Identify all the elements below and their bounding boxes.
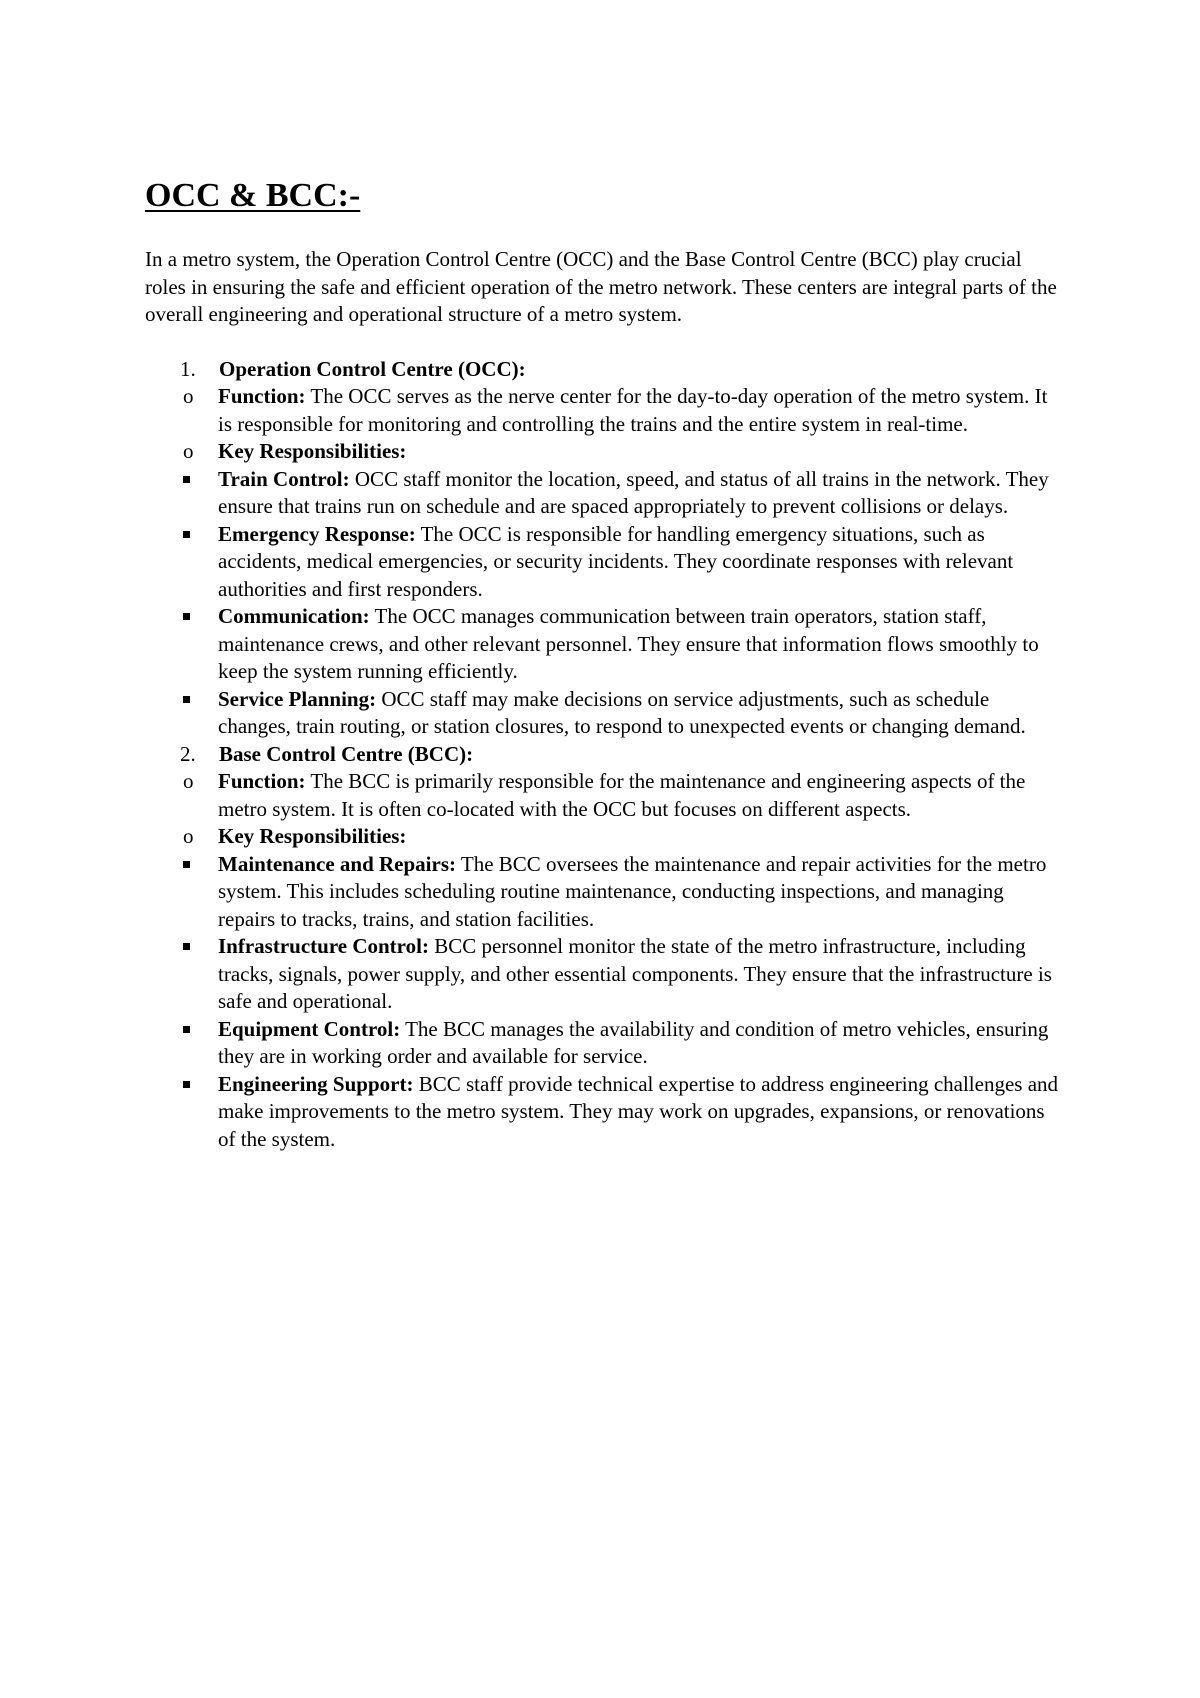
list-item	[218, 603, 1065, 686]
page-title: OCC & BCC:-	[145, 177, 361, 214]
item-label: Engineering Support:	[218, 1071, 414, 1096]
list-item	[218, 933, 1065, 1016]
circle-bullet: o	[183, 384, 194, 408]
item-label: Service Planning:	[218, 686, 377, 711]
square-bullet-icon	[183, 476, 190, 483]
responsibilities-label: Key Responsibilities:	[218, 439, 407, 463]
list-item	[218, 1016, 1065, 1071]
item-label: Emergency Response:	[218, 521, 416, 546]
intro-paragraph: In a metro system, the Operation Control Centre (OCC) and the Base Control Centre (BCC) play crucial roles in ensuring the safe and efficient operation of the metro network. These centers are integral parts of the overall engineering and operational structure of a metro system.	[145, 247, 1057, 326]
list-item	[218, 851, 1065, 934]
item-label: Communication:	[218, 604, 370, 628]
list-item	[218, 521, 1065, 604]
item-text: The OCC manages communication between train operators, station staff, maintenance crews, and other relevant personnel. They ensure that information flows smoothly to keep the system running efficiently.	[218, 604, 1039, 683]
section-title: Base Control Centre (BCC):	[219, 741, 474, 766]
item-text: The BCC oversees the maintenance and repair activities for the metro system. This includes scheduling routine maintenance, conducting inspections, and managing repairs to tracks, trains, and station facilities.	[218, 851, 1047, 931]
square-bullet-icon	[183, 1081, 190, 1088]
section-title: Operation Control Centre (OCC):	[219, 356, 526, 381]
function-text: The OCC serves as the nerve center for the day-to-day operation of the metro system. It is responsible for monitoring and controlling the trains and the entire system in real-time.	[218, 384, 1048, 436]
list-item	[218, 466, 1065, 521]
function-label: Function:	[218, 384, 306, 408]
function-label: Function:	[218, 769, 306, 793]
item-text: OCC staff monitor the location, speed, and status of all trains in the network. They ensure that trains run on schedule and are spaced appropriately to prevent collisions or delays.	[218, 466, 1049, 518]
function-item	[183, 383, 1065, 438]
item-text: BCC personnel monitor the state of the metro infrastructure, including tracks, signals, power supply, and other essential components. They ensure that the infrastructure is safe and operational.	[218, 934, 1052, 1013]
list-item	[218, 1071, 1065, 1154]
document-body	[145, 174, 1065, 1153]
item-label: Infrastructure Control:	[218, 934, 429, 958]
responsibilities-heading	[183, 438, 1065, 466]
function-item	[183, 768, 1065, 823]
square-bullet-icon	[183, 1026, 190, 1033]
square-bullet-icon	[183, 861, 190, 868]
item-label: Train Control:	[218, 466, 350, 491]
responsibilities-heading	[183, 823, 1065, 851]
section-number: 2.	[180, 741, 196, 766]
item-text: BCC staff provide technical expertise to address engineering challenges and make improvements to the metro system. They may work on upgrades, expansions, or renovations of the system.	[218, 1071, 1059, 1151]
list-item	[218, 686, 1065, 741]
section-bcc	[145, 741, 1065, 769]
function-text: The BCC is primarily responsible for the maintenance and engineering aspects of the metro system. It is often co-located with the OCC but focuses on different aspects.	[218, 769, 1026, 821]
circle-bullet: o	[183, 769, 194, 793]
item-text: OCC staff may make decisions on service adjustments, such as schedule changes, train routing, or station closures, to respond to unexpected events or changing demand.	[218, 686, 1026, 738]
item-text: The OCC is responsible for handling emergency situations, such as accidents, medical emergencies, or security incidents. They coordinate responses with relevant authorities and first responders.	[218, 521, 1014, 601]
circle-bullet: o	[183, 439, 194, 463]
square-bullet-icon	[183, 943, 190, 950]
section-number: 1.	[180, 356, 196, 381]
responsibilities-label: Key Responsibilities:	[218, 824, 407, 848]
square-bullet-icon	[183, 613, 190, 620]
item-label: Equipment Control:	[218, 1016, 401, 1041]
item-text: The BCC manages the availability and condition of metro vehicles, ensuring they are in working order and available for service.	[218, 1016, 1049, 1068]
item-label: Maintenance and Repairs:	[218, 851, 456, 876]
circle-bullet: o	[183, 824, 194, 848]
square-bullet-icon	[183, 531, 190, 538]
section-occ	[145, 356, 1065, 384]
square-bullet-icon	[183, 696, 190, 703]
